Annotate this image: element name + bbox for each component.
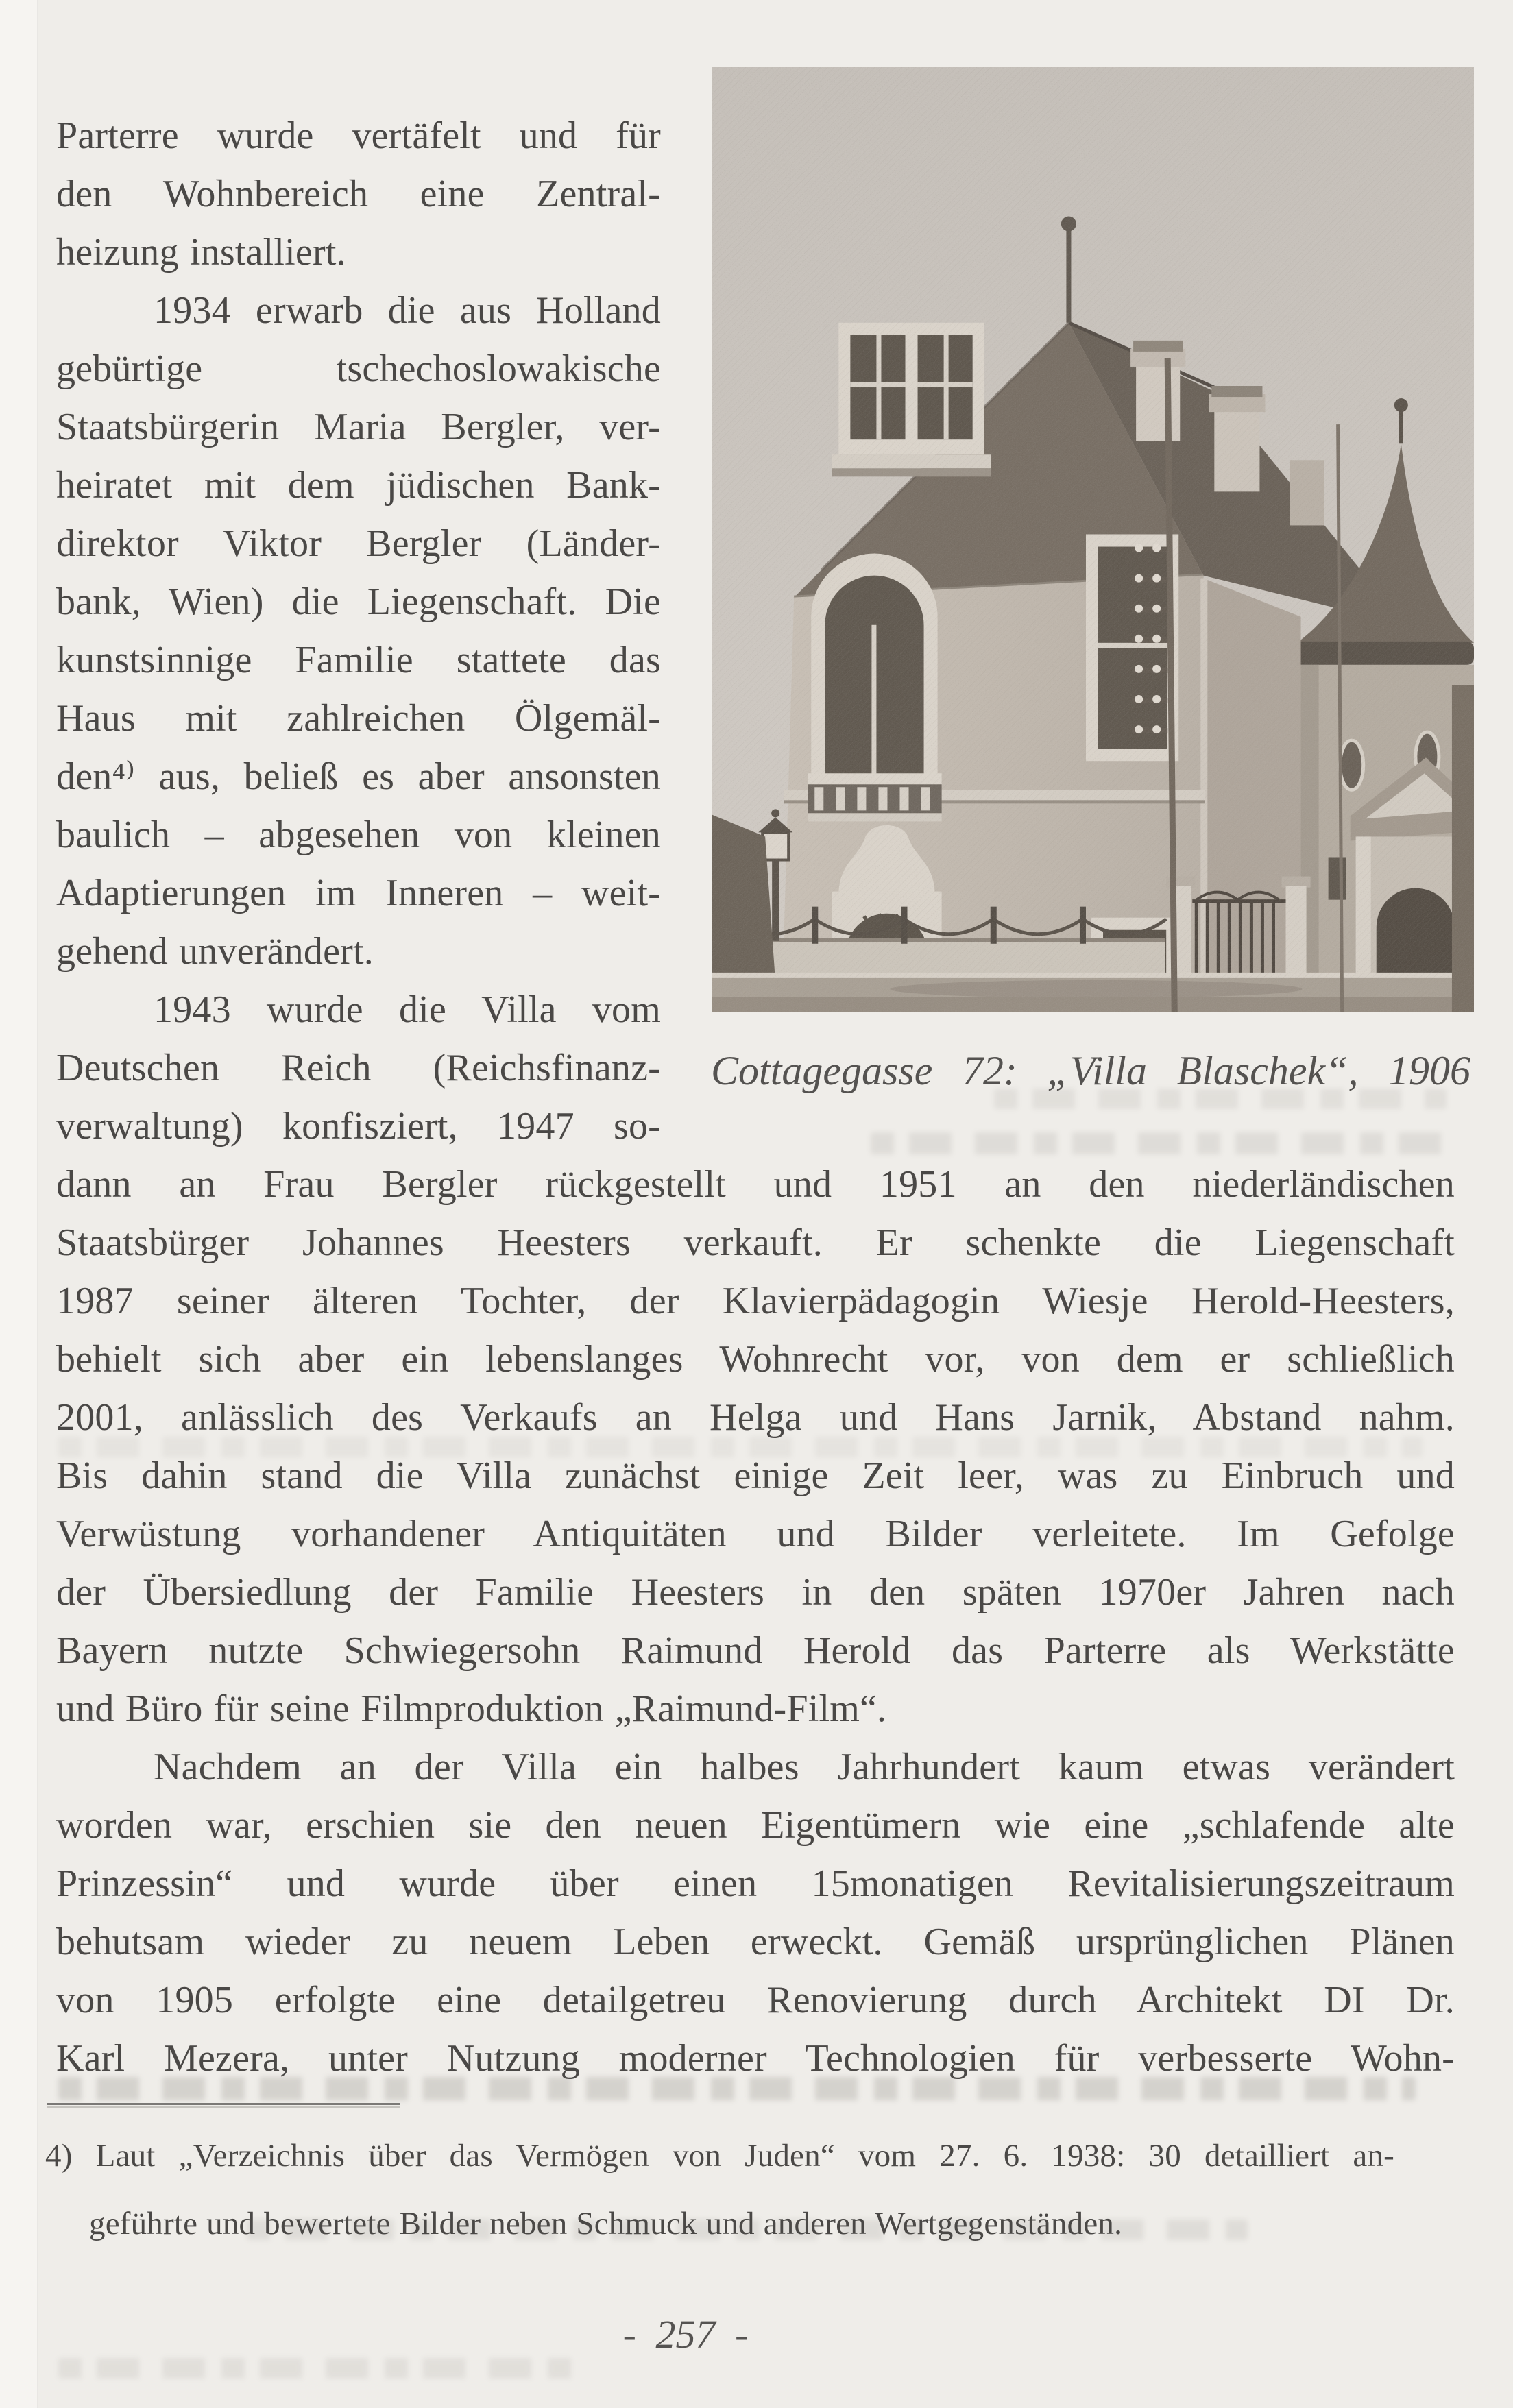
text-line: bank, Wien) die Liegenschaft. Die bbox=[56, 581, 661, 623]
text-line: 1987 seiner älteren Tochter, der Klavierpädagogin Wiesje Herold-Heesters, bbox=[56, 1280, 1455, 1322]
footnote-separator-rule bbox=[47, 2103, 400, 2105]
text-line: Adaptierungen im Inneren – weit- bbox=[56, 872, 661, 914]
page-scan-edge bbox=[0, 0, 38, 2408]
text-column-narrow bbox=[56, 107, 661, 1156]
text-line: den⁴⁾ aus, beließ es aber ansonsten bbox=[56, 755, 661, 798]
photo-texture-overlays bbox=[712, 67, 1474, 1012]
text-line: Staatsbürger Johannes Heesters verkauft. Er schenkte die Liegenschaft bbox=[56, 1221, 1455, 1264]
text-line: den Wohnbereich eine Zentral- bbox=[56, 173, 661, 215]
text-line: heizung installiert. bbox=[56, 231, 346, 273]
text-line: und Büro für seine Filmproduktion „Raimund-Film“. bbox=[56, 1688, 887, 1730]
photo-caption: Cottagegasse 72: „Villa Blaschek“, 1906 bbox=[711, 1048, 1470, 1093]
text-line: Staatsbürgerin Maria Bergler, ver- bbox=[56, 406, 661, 448]
text-line: Karl Mezera, unter Nutzung moderner Technologien für verbesserte Wohn- bbox=[56, 2037, 1455, 2080]
text-line: behutsam wieder zu neuem Leben erweckt. Gemäß ursprünglichen Plänen bbox=[56, 1921, 1455, 1963]
text-line: Deutschen Reich (Reichsfinanz- bbox=[56, 1047, 661, 1089]
text-line: Bayern nutzte Schwiegersohn Raimund Herold das Parterre als Werkstätte bbox=[56, 1629, 1455, 1672]
text-line: verwaltung) konfisziert, 1947 so- bbox=[56, 1105, 661, 1147]
text-line: gehend unverändert. bbox=[56, 930, 374, 973]
bleed-through-smudge bbox=[58, 2358, 579, 2379]
bleed-through-smudge bbox=[871, 1132, 1447, 1154]
text-line: worden war, erschien sie den neuen Eigentümern wie eine „schlafende alte bbox=[56, 1804, 1455, 1847]
text-line: 1943 wurde die Villa vom bbox=[154, 988, 661, 1031]
text-line: behielt sich aber ein lebenslanges Wohnrecht vor, von dem er schließlich bbox=[56, 1338, 1455, 1381]
text-line: Bis dahin stand die Villa zunächst einige Zeit leer, was zu Einbruch und bbox=[56, 1455, 1455, 1497]
text-line: geführte und bewertete Bilder neben Schmuck und anderen Wertgegenständen. bbox=[89, 2206, 1123, 2241]
text-line: von 1905 erfolgte eine detailgetreu Renovierung durch Architekt DI Dr. bbox=[56, 1979, 1455, 2021]
text-line: der Übersiedlung der Familie Heesters in den späten 1970er Jahren nach bbox=[56, 1571, 1455, 1614]
text-line: heiratet mit dem jüdischen Bank- bbox=[56, 464, 661, 507]
text-line: 4) Laut „Verzeichnis über das Vermögen von Juden“ vom 27. 6. 1938: 30 detailliert an- bbox=[45, 2138, 1394, 2174]
text-line: Haus mit zahlreichen Ölgemäl- bbox=[56, 697, 661, 740]
text-line: Nachdem an der Villa ein halbes Jahrhundert kaum etwas verändert bbox=[154, 1746, 1455, 1788]
villa-photo bbox=[712, 67, 1474, 1012]
text-column-full bbox=[56, 1156, 1455, 2088]
text-line: dann an Frau Bergler rückgestellt und 1951 an den niederländischen bbox=[56, 1163, 1455, 1206]
text-line: 1934 erwarb die aus Holland bbox=[154, 289, 661, 332]
footnote bbox=[45, 2122, 1394, 2258]
text-line: Prinzessin“ und wurde über einen 15monatigen Revitalisierungszeitraum bbox=[56, 1862, 1455, 1905]
text-line: gebürtige tschechoslowakische bbox=[56, 348, 661, 390]
text-line: baulich – abgesehen von kleinen bbox=[56, 814, 661, 856]
text-line: Verwüstung vorhandener Antiquitäten und Bilder verleitete. Im Gefolge bbox=[56, 1513, 1455, 1555]
text-line: kunstsinnige Familie stattete das bbox=[56, 639, 661, 681]
page-number: - 257 - bbox=[622, 2312, 749, 2357]
text-line: 2001, anlässlich des Verkaufs an Helga und Hans Jarnik, Abstand nahm. bbox=[56, 1396, 1455, 1439]
villa-photo-illustration bbox=[712, 67, 1474, 1012]
text-line: direktor Viktor Bergler (Länder- bbox=[56, 522, 661, 565]
text-line: Parterre wurde vertäfelt und für bbox=[56, 114, 661, 157]
